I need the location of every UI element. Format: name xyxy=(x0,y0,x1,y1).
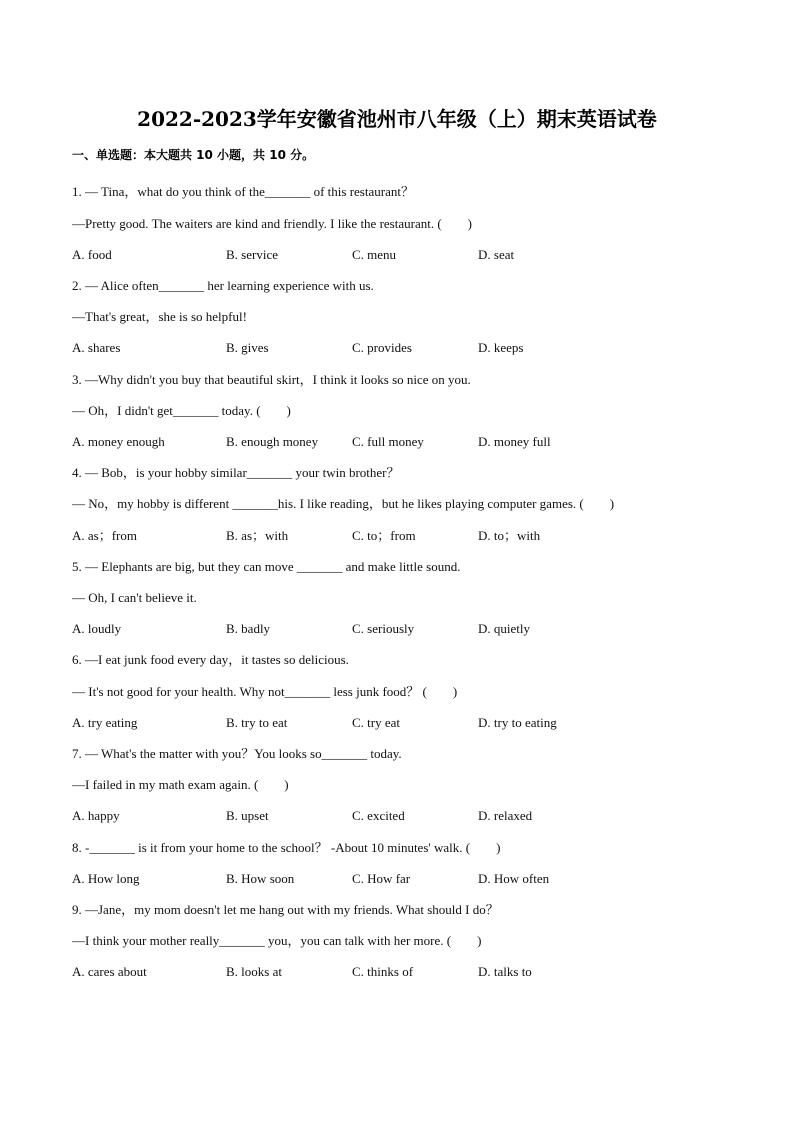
answer-option-c: C. full money xyxy=(352,434,424,449)
question-response: — It's not good for your health. Why not_______ less junk food？ ( ) xyxy=(72,684,458,699)
question-stem: 4. — Bob，is your hobby similar_______ your twin brother？ xyxy=(72,465,400,480)
answer-option-b: B. upset xyxy=(226,808,269,823)
question-stem: 1. — Tina，what do you think of the_______ of this restaurant？ xyxy=(72,184,414,199)
question-stem: 3. —Why didn't you buy that beautiful skirt，I think it looks so nice on you. xyxy=(72,372,471,387)
answer-option-d: D. seat xyxy=(478,247,515,262)
answer-option-a: A. shares xyxy=(72,340,121,355)
answer-option-d: D. talks to xyxy=(478,964,532,979)
answer-option-b: B. try to eat xyxy=(226,715,288,730)
question-response: —Pretty good. The waiters are kind and friendly. I like the restaurant. ( ) xyxy=(72,216,472,231)
answer-option-d: D. to；with xyxy=(478,528,541,543)
question-response: — Oh, I can't believe it. xyxy=(72,590,197,605)
answer-option-a: A. money enough xyxy=(72,434,165,449)
answer-option-a: A. happy xyxy=(72,808,120,823)
question-stem: 7. — What's the matter with you？You looks so_______ today. xyxy=(72,746,402,761)
answer-option-c: C. thinks of xyxy=(352,964,414,979)
answer-option-a: A. try eating xyxy=(72,715,138,730)
answer-option-d: D. money full xyxy=(478,434,551,449)
answer-option-d: D. How often xyxy=(478,871,550,886)
answer-option-d: D. relaxed xyxy=(478,808,533,823)
answer-option-b: B. How soon xyxy=(226,871,295,886)
answer-option-c: C. seriously xyxy=(352,621,415,636)
answer-option-a: A. How long xyxy=(72,871,140,886)
question-response: —I failed in my math exam again. ( ) xyxy=(72,777,289,792)
question-stem: 5. — Elephants are big, but they can move _______ and make little sound. xyxy=(72,559,461,574)
answer-option-a: A. loudly xyxy=(72,621,122,636)
question-stem: 2. — Alice often_______ her learning experience with us. xyxy=(72,278,374,293)
answer-option-a: A. as；from xyxy=(72,528,137,543)
answer-option-b: B. service xyxy=(226,247,278,262)
answer-option-c: C. excited xyxy=(352,808,405,823)
answer-option-c: C. to；from xyxy=(352,528,416,543)
question-stem: 8. -_______ is it from your home to the school？ -About 10 minutes' walk. ( ) xyxy=(72,840,501,855)
answer-option-b: B. badly xyxy=(226,621,271,636)
answer-option-a: A. cares about xyxy=(72,964,147,979)
question-response: — No，my hobby is different _______his. I like reading，but he likes playing computer games. ( ) xyxy=(72,496,615,511)
answer-option-c: C. menu xyxy=(352,247,397,262)
answer-option-d: D. try to eating xyxy=(478,715,557,730)
question-stem: 6. —I eat junk food every day，it tastes so delicious. xyxy=(72,652,349,667)
exam-title: 2022-2023学年安徽省池州市八年级（上）期末英语试卷 xyxy=(137,107,657,131)
answer-option-b: B. looks at xyxy=(226,964,282,979)
answer-option-d: D. keeps xyxy=(478,340,524,355)
answer-option-b: B. enough money xyxy=(226,434,319,449)
answer-option-a: A. food xyxy=(72,247,112,262)
question-response: — Oh，I didn't get_______ today. ( ) xyxy=(72,403,291,418)
section-heading: 一、单选题：本大题共 10 小题，共 10 分。 xyxy=(72,148,315,162)
question-stem: 9. —Jane，my mom doesn't let me hang out with my friends. What should I do？ xyxy=(72,902,499,917)
question-response: —That's great，she is so helpful! xyxy=(72,309,247,324)
answer-option-c: C. How far xyxy=(352,871,411,886)
answer-option-c: C. provides xyxy=(352,340,412,355)
question-response: —I think your mother really_______ you，you can talk with her more. ( ) xyxy=(72,933,482,948)
answer-option-c: C. try eat xyxy=(352,715,401,730)
answer-option-b: B. gives xyxy=(226,340,269,355)
answer-option-d: D. quietly xyxy=(478,621,530,636)
answer-option-b: B. as；with xyxy=(226,528,289,543)
